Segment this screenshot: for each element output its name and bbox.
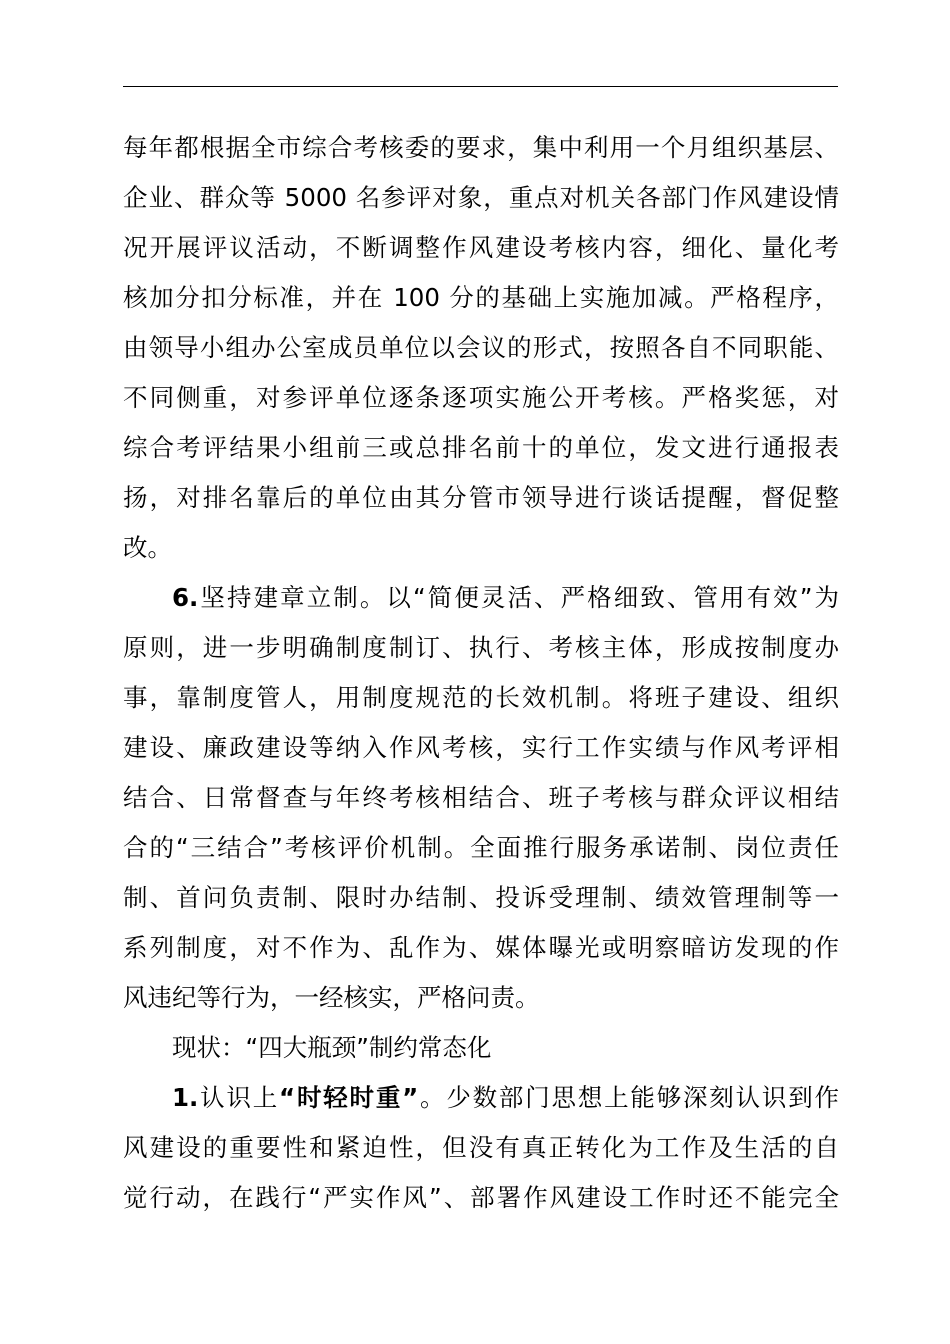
body-line: 结合、日常督查与年终考核相结合、班子考核与群众评议相结 bbox=[123, 783, 839, 812]
body-line: 核加分扣分标准，并在 100 分的基础上实施加减。严格程序， bbox=[123, 283, 839, 312]
body-line: 企业、群众等 5000 名参评对象，重点对机关各部门作风建设情 bbox=[123, 183, 839, 212]
body-line: 风建设的重要性和紧迫性，但没有真正转化为工作及生活的自 bbox=[123, 1133, 839, 1162]
body-line: 综合考评结果小组前三或总排名前十的单位，发文进行通报表 bbox=[123, 433, 839, 462]
body-line: 风违纪等行为，一经核实，严格问责。 bbox=[123, 983, 540, 1012]
section-6-heading-text: 坚持建章立制。以“简便灵活、严格细致、管用有效”为 bbox=[198, 583, 839, 612]
section-1-heading-text: 。少数部门思想上能够深刻认识到作 bbox=[418, 1083, 839, 1112]
body-line: 合的“三结合”考核评价机制。全面推行服务承诺制、岗位责任 bbox=[123, 833, 839, 862]
body-line: 建设、廉政建设等纳入作风考核，实行工作实绩与作风考评相 bbox=[123, 733, 839, 762]
section-1-bold-phrase: “时轻时重” bbox=[279, 1083, 419, 1112]
body-line: 由领导小组办公室成员单位以会议的形式，按照各自不同职能、 bbox=[123, 333, 839, 362]
body-line: 况开展评议活动，不断调整作风建设考核内容，细化、量化考 bbox=[123, 233, 839, 262]
section-1-first-line bbox=[123, 1073, 839, 1123]
body-line: 原则，进一步明确制度制订、执行、考核主体，形成按制度办 bbox=[123, 633, 839, 662]
section-1-label: 认识上 bbox=[198, 1083, 280, 1112]
body-line: 事，靠制度管人，用制度规范的长效机制。将班子建设、组织 bbox=[123, 683, 839, 712]
body-line: 系列制度，对不作为、乱作为、媒体曝光或明察暗访发现的作 bbox=[123, 933, 839, 962]
document-body bbox=[123, 123, 839, 1223]
body-line: 每年都根据全市综合考核委的要求，集中利用一个月组织基层、 bbox=[123, 133, 839, 162]
body-line: 不同侧重，对参评单位逐条逐项实施公开考核。严格奖惩，对 bbox=[123, 383, 839, 412]
body-line: 改。 bbox=[123, 533, 172, 562]
status-heading: 现状：“四大瓶颈”制约常态化 bbox=[172, 1033, 492, 1062]
body-line: 觉行动，在践行“严实作风”、部署作风建设工作时还不能完全 bbox=[123, 1183, 839, 1212]
section-number: 6. bbox=[172, 583, 199, 612]
section-6-first-line bbox=[123, 573, 839, 623]
header-rule bbox=[123, 86, 838, 87]
body-line: 扬，对排名靠后的单位由其分管市领导进行谈话提醒，督促整 bbox=[123, 483, 839, 512]
section-number: 1. bbox=[172, 1083, 199, 1112]
body-line: 制、首问负责制、限时办结制、投诉受理制、绩效管理制等一 bbox=[123, 883, 839, 912]
